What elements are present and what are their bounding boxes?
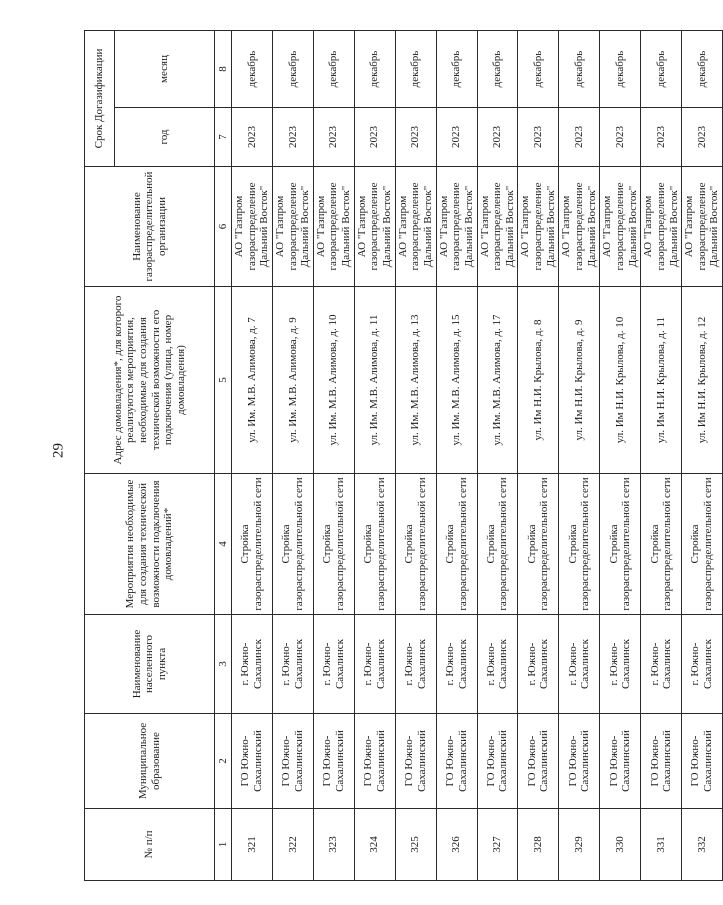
cell-municipality: ГО Южно-Сахалинский bbox=[395, 714, 436, 809]
cell-settlement: г. Южно-Сахалинск bbox=[272, 615, 313, 714]
cell-settlement: г. Южно-Сахалинск bbox=[313, 615, 354, 714]
cell-num: 321 bbox=[232, 809, 273, 881]
header-municipality: Муниципальное образование bbox=[85, 714, 215, 809]
column-number: 3 bbox=[215, 615, 232, 714]
cell-year: 2023 bbox=[313, 108, 354, 167]
table-row bbox=[641, 30, 682, 880]
table-row bbox=[313, 30, 354, 880]
cell-month: декабрь bbox=[313, 30, 354, 107]
table-row bbox=[272, 30, 313, 880]
cell-municipality: ГО Южно-Сахалинский bbox=[436, 714, 477, 809]
cell-operator: АО "Газпром газораспределение Дальний Восток" bbox=[559, 167, 600, 287]
table-row bbox=[477, 30, 518, 880]
header-month: месяц bbox=[115, 30, 215, 107]
cell-settlement: г. Южно-Сахалинск bbox=[682, 615, 723, 714]
cell-year: 2023 bbox=[232, 108, 273, 167]
cell-num: 330 bbox=[600, 809, 641, 881]
cell-address: ул. Им Н.И. Крылова, д. 9 bbox=[559, 287, 600, 474]
cell-num: 329 bbox=[559, 809, 600, 881]
column-number: 8 bbox=[215, 30, 232, 107]
cell-municipality: ГО Южно-Сахалинский bbox=[559, 714, 600, 809]
cell-num: 325 bbox=[395, 809, 436, 881]
cell-num: 326 bbox=[436, 809, 477, 881]
column-number: 2 bbox=[215, 714, 232, 809]
header-measures: Мероприятия необходимые для создания технической возможности подключения домовладений* bbox=[85, 474, 215, 615]
cell-settlement: г. Южно-Сахалинск bbox=[436, 615, 477, 714]
header-num: № п/п bbox=[85, 809, 215, 881]
cell-operator: АО "Газпром газораспределение Дальний Восток" bbox=[682, 167, 723, 287]
table-row bbox=[354, 30, 395, 880]
table-row bbox=[395, 30, 436, 880]
cell-municipality: ГО Южно-Сахалинский bbox=[232, 714, 273, 809]
cell-measures: Стройка газораспределительной сети bbox=[232, 474, 273, 615]
cell-month: декабрь bbox=[518, 30, 559, 107]
cell-year: 2023 bbox=[395, 108, 436, 167]
cell-settlement: г. Южно-Сахалинск bbox=[600, 615, 641, 714]
cell-address: ул. Им Н.И. Крылова, д. 10 bbox=[600, 287, 641, 474]
column-number: 1 bbox=[215, 809, 232, 881]
cell-operator: АО "Газпром газораспределение Дальний Восток" bbox=[354, 167, 395, 287]
cell-operator: АО "Газпром газораспределение Дальний Восток" bbox=[313, 167, 354, 287]
cell-operator: АО "Газпром газораспределение Дальний Восток" bbox=[477, 167, 518, 287]
cell-settlement: г. Южно-Сахалинск bbox=[477, 615, 518, 714]
table-body bbox=[232, 30, 723, 880]
column-number: 5 bbox=[215, 287, 232, 474]
header-operator: Наименование газораспределительной организации bbox=[85, 167, 215, 287]
cell-measures: Стройка газораспределительной сети bbox=[313, 474, 354, 615]
cell-municipality: ГО Южно-Сахалинский bbox=[641, 714, 682, 809]
cell-settlement: г. Южно-Сахалинск bbox=[641, 615, 682, 714]
cell-month: декабрь bbox=[395, 30, 436, 107]
cell-year: 2023 bbox=[354, 108, 395, 167]
table-row bbox=[518, 30, 559, 880]
cell-settlement: г. Южно-Сахалинск bbox=[559, 615, 600, 714]
cell-operator: АО "Газпром газораспределение Дальний Восток" bbox=[272, 167, 313, 287]
cell-year: 2023 bbox=[477, 108, 518, 167]
cell-num: 331 bbox=[641, 809, 682, 881]
cell-address: ул. Им Н.И. Крылова, д. 11 bbox=[641, 287, 682, 474]
cell-month: декабрь bbox=[600, 30, 641, 107]
cell-address: ул. Им. М.В. Алимова, д. 10 bbox=[313, 287, 354, 474]
cell-num: 327 bbox=[477, 809, 518, 881]
cell-address: ул. Им. М.В. Алимова, д. 9 bbox=[272, 287, 313, 474]
cell-year: 2023 bbox=[600, 108, 641, 167]
cell-settlement: г. Южно-Сахалинск bbox=[354, 615, 395, 714]
cell-measures: Стройка газораспределительной сети bbox=[600, 474, 641, 615]
cell-month: декабрь bbox=[354, 30, 395, 107]
cell-year: 2023 bbox=[641, 108, 682, 167]
header-year: год bbox=[115, 108, 215, 167]
table-row bbox=[559, 30, 600, 880]
table-row bbox=[232, 30, 273, 880]
cell-address: ул. Им. М.В. Алимова, д. 11 bbox=[354, 287, 395, 474]
header-deadline: Срок Догазификации bbox=[85, 30, 115, 166]
cell-municipality: ГО Южно-Сахалинский bbox=[313, 714, 354, 809]
cell-year: 2023 bbox=[436, 108, 477, 167]
cell-year: 2023 bbox=[518, 108, 559, 167]
cell-measures: Стройка газораспределительной сети bbox=[395, 474, 436, 615]
column-number: 4 bbox=[215, 474, 232, 615]
header-settlement: Наименование населенного пункта bbox=[85, 615, 215, 714]
cell-measures: Стройка газораспределительной сети bbox=[354, 474, 395, 615]
header-address: Адрес домовладения*, для которого реализуются мероприятия, необходимые для создания технической возможности его подключения (улица, номер домовладения) bbox=[85, 287, 215, 474]
cell-operator: АО "Газпром газораспределение Дальний Восток" bbox=[436, 167, 477, 287]
cell-measures: Стройка газораспределительной сети bbox=[518, 474, 559, 615]
cell-num: 332 bbox=[682, 809, 723, 881]
cell-month: декабрь bbox=[682, 30, 723, 107]
rotated-table-container bbox=[84, 31, 721, 881]
cell-month: декабрь bbox=[272, 30, 313, 107]
column-number: 6 bbox=[215, 167, 232, 287]
cell-month: декабрь bbox=[559, 30, 600, 107]
cell-num: 324 bbox=[354, 809, 395, 881]
cell-month: декабрь bbox=[436, 30, 477, 107]
cell-year: 2023 bbox=[272, 108, 313, 167]
cell-measures: Стройка газораспределительной сети bbox=[436, 474, 477, 615]
cell-municipality: ГО Южно-Сахалинский bbox=[600, 714, 641, 809]
cell-num: 322 bbox=[272, 809, 313, 881]
cell-address: ул. Им. М.В. Алимова, д. 15 bbox=[436, 287, 477, 474]
cell-address: ул. Им. М.В. Алимова, д. 13 bbox=[395, 287, 436, 474]
cell-settlement: г. Южно-Сахалинск bbox=[518, 615, 559, 714]
gasification-table bbox=[84, 30, 723, 881]
cell-operator: АО "Газпром газораспределение Дальний Восток" bbox=[641, 167, 682, 287]
table-row bbox=[436, 30, 477, 880]
cell-settlement: г. Южно-Сахалинск bbox=[232, 615, 273, 714]
cell-year: 2023 bbox=[682, 108, 723, 167]
column-number: 7 bbox=[215, 108, 232, 167]
table-row bbox=[600, 30, 641, 880]
cell-operator: АО "Газпром газораспределение Дальний Восток" bbox=[395, 167, 436, 287]
cell-address: ул. Им Н.И. Крылова, д. 12 bbox=[682, 287, 723, 474]
cell-municipality: ГО Южно-Сахалинский bbox=[477, 714, 518, 809]
cell-operator: АО "Газпром газораспределение Дальний Восток" bbox=[518, 167, 559, 287]
cell-municipality: ГО Южно-Сахалинский bbox=[272, 714, 313, 809]
page-number: 29 bbox=[50, 443, 67, 458]
cell-measures: Стройка газораспределительной сети bbox=[559, 474, 600, 615]
cell-month: декабрь bbox=[477, 30, 518, 107]
cell-measures: Стройка газораспределительной сети bbox=[272, 474, 313, 615]
cell-operator: АО "Газпром газораспределение Дальний Восток" bbox=[232, 167, 273, 287]
cell-address: ул. Им. М.В. Алимова, д. 17 bbox=[477, 287, 518, 474]
table-row bbox=[682, 30, 723, 880]
cell-address: ул. Им Н.И. Крылова, д. 8 bbox=[518, 287, 559, 474]
cell-month: декабрь bbox=[641, 30, 682, 107]
column-number-row bbox=[215, 30, 232, 880]
cell-num: 323 bbox=[313, 809, 354, 881]
cell-municipality: ГО Южно-Сахалинский bbox=[682, 714, 723, 809]
cell-operator: АО "Газпром газораспределение Дальний Восток" bbox=[600, 167, 641, 287]
cell-measures: Стройка газораспределительной сети bbox=[682, 474, 723, 615]
cell-municipality: ГО Южно-Сахалинский bbox=[354, 714, 395, 809]
cell-measures: Стройка газораспределительной сети bbox=[477, 474, 518, 615]
cell-municipality: ГО Южно-Сахалинский bbox=[518, 714, 559, 809]
cell-measures: Стройка газораспределительной сети bbox=[641, 474, 682, 615]
cell-address: ул. Им. М.В. Алимова, д. 7 bbox=[232, 287, 273, 474]
cell-month: декабрь bbox=[232, 30, 273, 107]
cell-year: 2023 bbox=[559, 108, 600, 167]
cell-settlement: г. Южно-Сахалинск bbox=[395, 615, 436, 714]
cell-num: 328 bbox=[518, 809, 559, 881]
